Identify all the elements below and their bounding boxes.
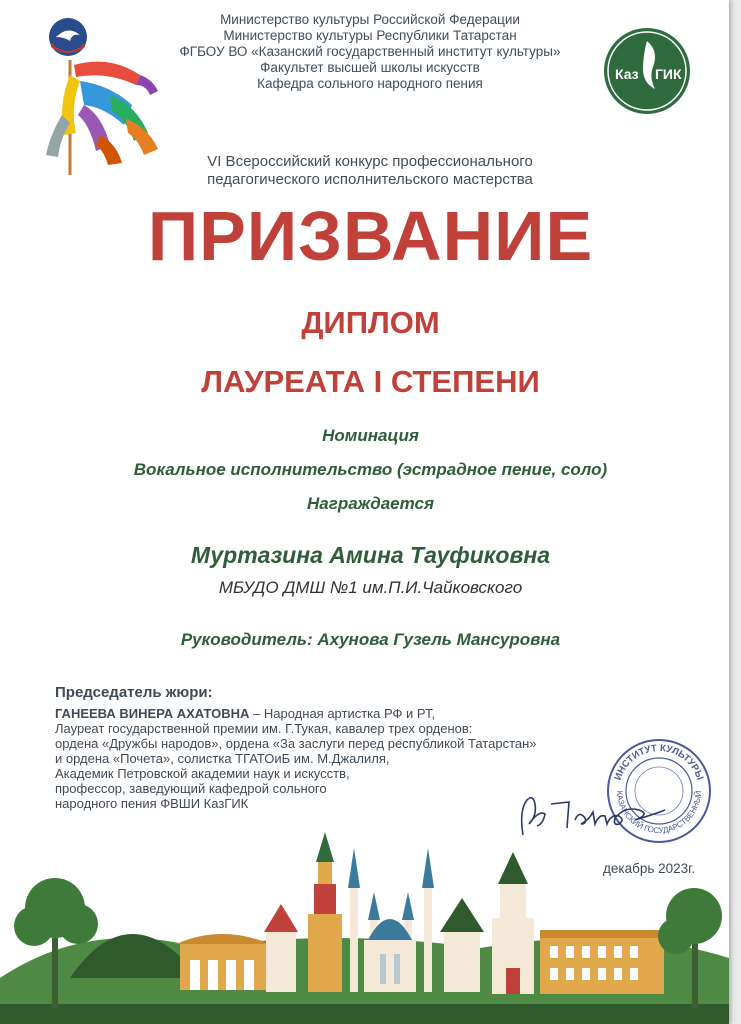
kazan-skyline-icon (0, 828, 729, 1024)
logo-text: Каз (615, 66, 639, 82)
stamp-text-top: ИНСТИТУТ КУЛЬТУРЫ (612, 742, 706, 782)
issue-date: декабрь 2023г. (603, 861, 696, 876)
recipient-name: Муртазина Амина Тауфиковна (190, 542, 551, 568)
header-line: Кафедра сольного народного пения (257, 76, 483, 91)
jury-heading: Председатель жюри: (55, 684, 213, 701)
jury-line: и ордена «Почета», солистка ТГАТОиБ им. М.Джалиля, (55, 751, 390, 766)
jury-chair-name: ГАНЕЕВА ВИНЕРА АХАТОВНА (55, 706, 250, 721)
jury-line: профессор, заведующий кафедрой сольного (55, 781, 327, 796)
jury-line: ордена «Дружбы народов», ордена «За заслуги перед республикой Татарстан» (55, 736, 537, 751)
jury-line (55, 706, 655, 721)
contest-title (100, 153, 640, 189)
jury-line: народного пения ФВШИ КазГИК (55, 796, 249, 811)
leader-name: Руководитель: Ахунова Гузель Мансуровна (180, 630, 561, 649)
header-line: ФГБОУ ВО «Казанский государственный институт культуры» (179, 44, 561, 59)
laureate-degree: ЛАУРЕАТА I СТЕПЕНИ (201, 364, 540, 399)
contest-line: VI Всероссийский конкурс профессионального (207, 153, 533, 170)
diploma-heading: ДИПЛОМ (301, 305, 440, 340)
jury-line: Лауреат государственной премии им. Г.Тукая, кавалер трех орденов: (55, 721, 473, 736)
award-text: Награждается (307, 494, 434, 513)
recipient-school: МБУДО ДМШ №1 им.П.И.Чайковского (218, 578, 523, 597)
main-title: ПРИЗВАНИЕ (147, 197, 594, 275)
contest-line: педагогического исполнительского мастерства (207, 171, 533, 188)
kazgik-logo-icon (603, 27, 691, 115)
header-institutions (140, 12, 600, 92)
header-line: Министерство культуры Российской Федерации (220, 12, 520, 27)
nomination-heading: Номинация (322, 426, 419, 445)
nomination-value: Вокальное исполнительство (эстрадное пение, соло) (133, 460, 608, 479)
logo-text: ГИК (655, 66, 682, 82)
stamp-text-bottom: КАЗАНСКИЙ ГОСУДАРСТВЕННЫЙ (614, 790, 704, 836)
header-line: Министерство культуры Республики Татарстан (223, 28, 517, 43)
jury-chair-title: – Народная артистка РФ и РТ, (249, 706, 436, 721)
header-line: Факультет высшей школы искусств (260, 60, 480, 75)
svg-text:ИНСТИТУТ КУЛЬТУРЫ (613, 743, 706, 782)
jury-line: Академик Петровской академии наук и искусств, (55, 766, 350, 781)
